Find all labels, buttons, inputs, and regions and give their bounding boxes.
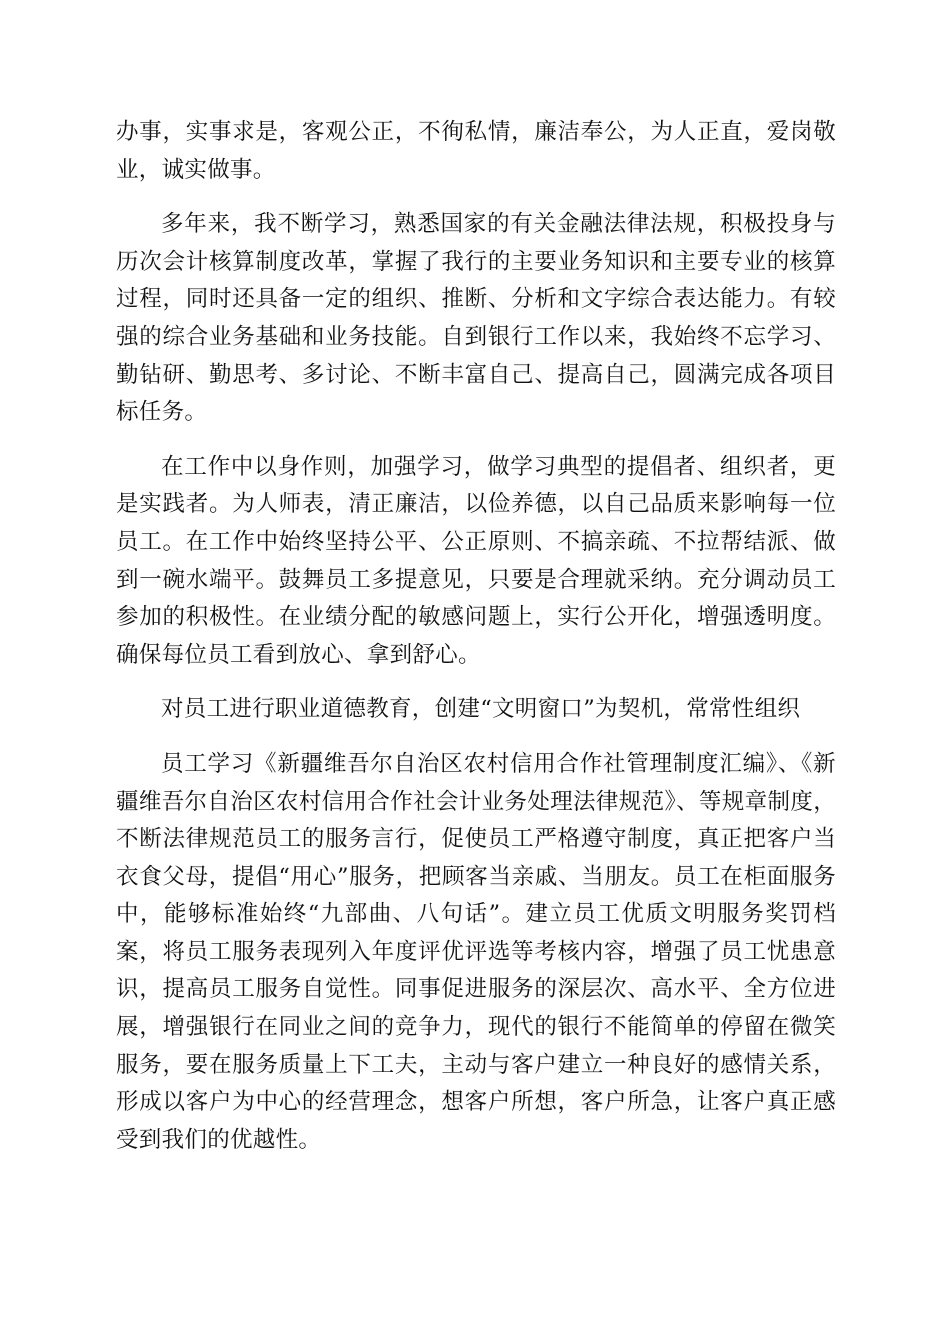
document-body	[116, 114, 836, 1159]
paragraph-2: 多年来，我不断学习，熟悉国家的有关金融法律法规，积极投身与历次会计核算制度改革，掌握了我行的主要业务知识和主要专业的核算过程，同时还具备一定的组织、推断、分析和文字综合表达能力。有较强的综合业务基础和业务技能。自到银行工作以来，我始终不忘学习、勤钻研、勤思考、多讨论、不断丰富自己、提高自己，圆满完成各项目标任务。	[116, 211, 836, 426]
paragraph-1: 办事，实事求是，客观公正，不徇私情，廉洁奉公，为人正直，爱岗敬业，诚实做事。	[116, 119, 836, 183]
paragraph-4: 对员工进行职业道德教育，创建“文明窗口”为契机，常常性组织	[161, 696, 801, 723]
paragraph-3: 在工作中以身作则，加强学习，做学习典型的提倡者、组织者，更是实践者。为人师表，清正廉洁，以俭养德，以自己品质来影响每一位员工。在工作中始终坚持公平、公正原则、不搞亲疏、不拉帮结派、做到一碗水端平。鼓舞员工多提意见，只要是合理就采纳。充分调动员工参加的积极性。在业绩分配的敏感问题上，实行公开化，增强透明度。确保每位员工看到放心、拿到舒心。	[116, 453, 836, 668]
paragraph-5: 员工学习《新疆维吾尔自治区农村信用合作社管理制度汇编》、《新疆维吾尔自治区农村信用合作社会计业务处理法律规范》、等规章制度，不断法律规范员工的服务言行，促使员工严格遵守制度，真正把客户当衣食父母，提倡“用心”服务，把顾客当亲戚、当朋友。员工在柜面服务中，能够标准始终“九部曲、八句话”。建立员工优质文明服务奖罚档案，将员工服务表现列入年度评优评选等考核内容，增强了员工忧患意识，提高员工服务自觉性。同事促进服务的深层次、高水平、全方位进展，增强银行在同业之间的竞争力，现代的银行不能简单的停留在微笑服务，要在服务质量上下工夫，主动与客户建立一种良好的感情关系，形成以客户为中心的经营理念，想客户所想，客户所急，让客户真正感受到我们的优越性。	[116, 750, 836, 1153]
